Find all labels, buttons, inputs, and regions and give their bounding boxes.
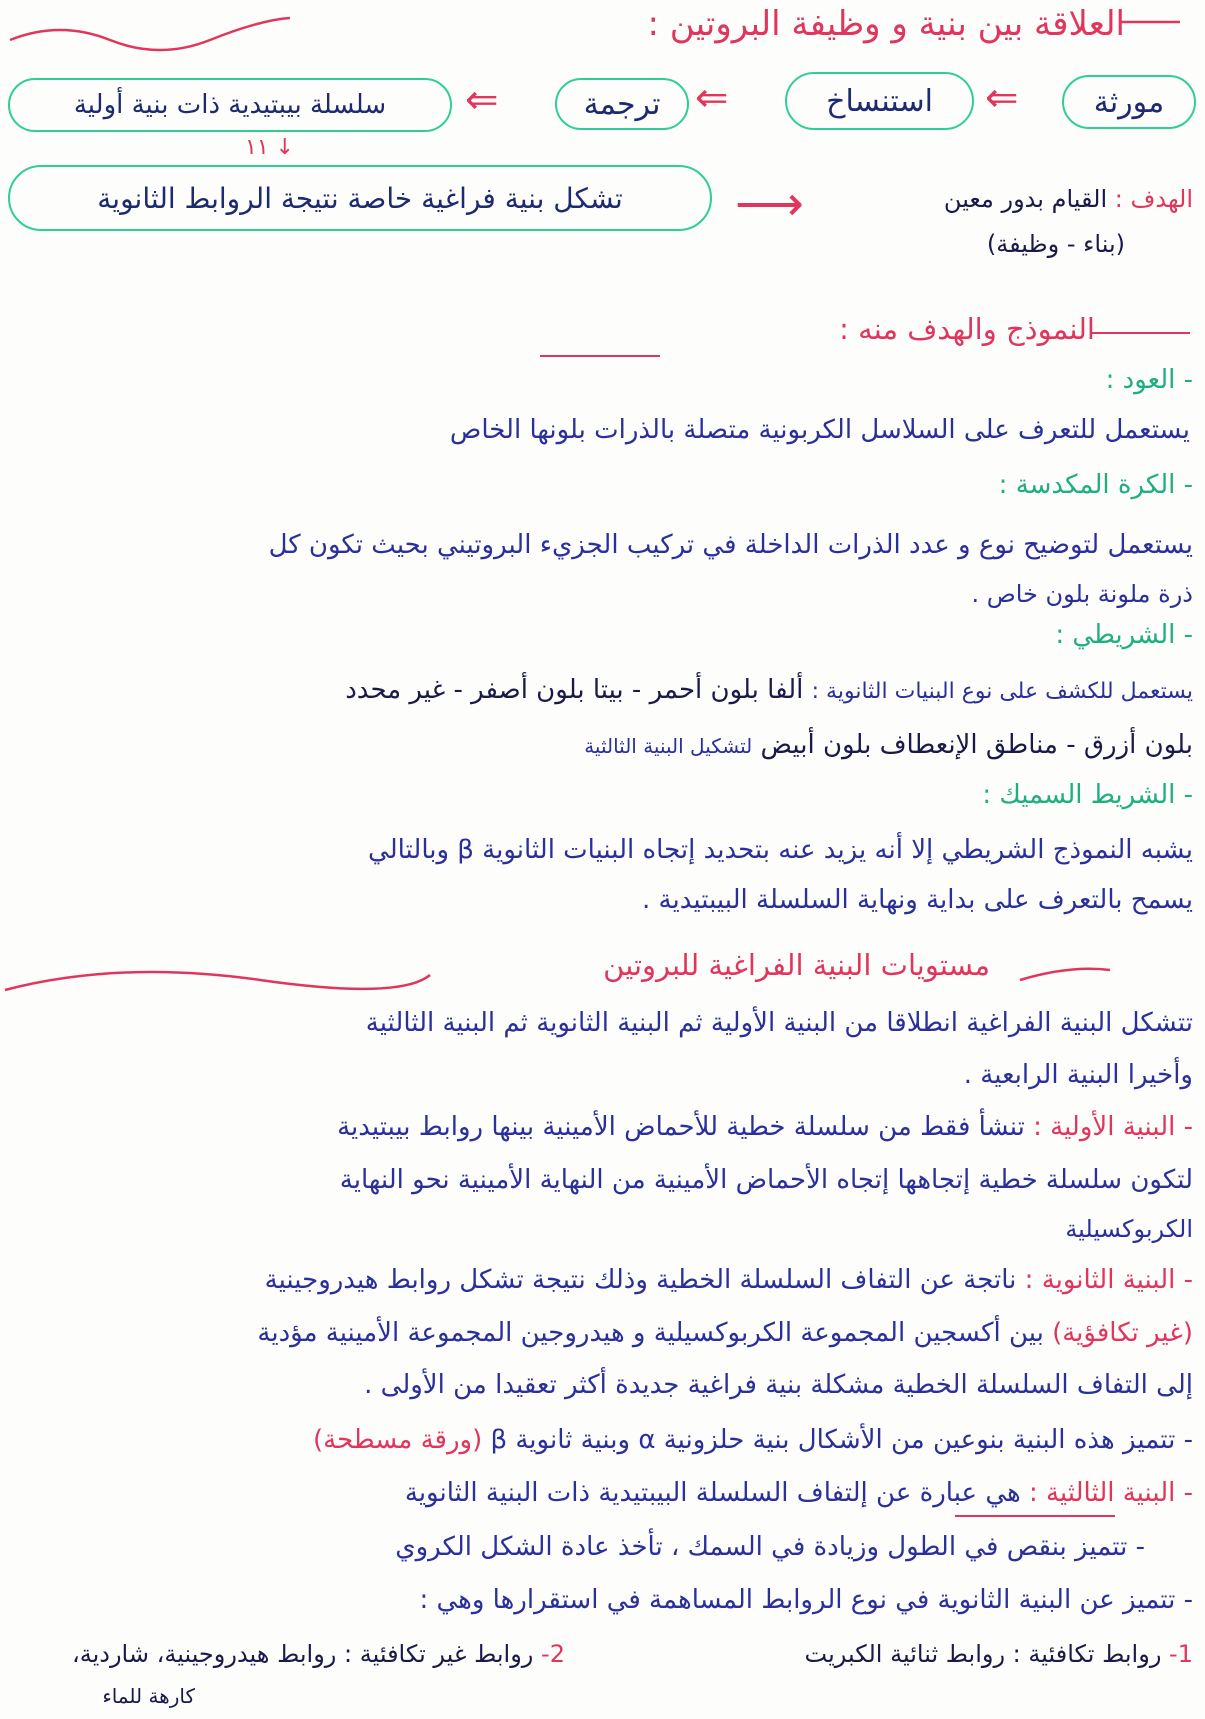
secondary-line3: إلى التفاف السلسلة الخطية مشكلة بنية فراغية جديدة أكثر تعقيدا من الأولى .: [364, 1370, 1193, 1400]
model-ball-line2: ذرة ملونة بلون خاص .: [971, 580, 1193, 608]
tertiary-text1: هي عبارة عن إلتفاف السلسلة البيبتيدية ذات البنية الثانوية: [404, 1478, 1021, 1508]
ribbon-line2-b: لتشكيل البنية الثالثية: [584, 734, 753, 758]
goal-label: الهدف :: [1114, 185, 1193, 213]
secondary-text4: - تتميز هذه البنية بنوعين من الأشكال بنية حلزونية α وبنية ثانوية β: [490, 1425, 1193, 1455]
primary-label: - البنية الأولية :: [1033, 1112, 1193, 1142]
secondary-label: - البنية الثانوية :: [1024, 1265, 1193, 1295]
model-thick-ribbon-label: - الشريط السميك :: [982, 780, 1193, 810]
model-sticks-label: - العود :: [1105, 365, 1193, 395]
bond2-text: روابط غير تكافئية : روابط هيدروجينية، شاردية،: [71, 1640, 534, 1668]
goal-line: [944, 185, 1193, 213]
levels-intro-line1: تتشكل البنية الفراغية انطلاقا من البنية الأولية ثم البنية الثانوية ثم البنية الثالثية: [365, 1008, 1193, 1038]
levels-intro-line2: وأخيرا البنية الرابعية .: [963, 1060, 1193, 1090]
ribbon-line2-a: بلون أزرق - مناطق الإنعطاف بلون أبيض: [760, 730, 1193, 760]
flow-transcription: استنساخ: [785, 72, 974, 130]
primary-line2: لتكون سلسلة خطية إتجاهها إتجاه الأحماض الأمينية من النهاية الأمينية نحو النهاية: [339, 1165, 1193, 1195]
goal-text: القيام بدور معين: [943, 185, 1108, 213]
heading-rule: [1090, 332, 1190, 334]
secondary-line1: [265, 1265, 1193, 1295]
tertiary-bond2-end: كارهة للماء: [102, 1684, 195, 1708]
model-thick-ribbon-line1: يشبه النموذج الشريطي إلا أنه يزيد عنه بتحديد إتجاه البنيات الثانوية β وبالتالي: [368, 835, 1193, 865]
tertiary-label-underline: [955, 1515, 1115, 1517]
secondary-noncovalent-note: (غير تكافؤية): [1052, 1318, 1193, 1348]
model-ball-line1: يستعمل لتوضيح نوع و عدد الذرات الداخلة في تركيب الجزيء البروتيني بحيث تكون كل: [268, 530, 1193, 560]
goal-subtext: (بناء - وظيفة): [986, 230, 1125, 258]
model-sticks-text: يستعمل للتعرف على السلاسل الكربونية متصلة بالذرات بلونها الخاص: [449, 415, 1190, 445]
secondary-text2: بين أكسجين المجموعة الكربوكسيلية و هيدروجين المجموعة الأمينية مؤدية: [257, 1318, 1044, 1348]
arrow-left-icon: ⇐: [695, 75, 729, 121]
arrow-left-icon: ⇐: [465, 77, 499, 123]
primary-text1: تنشأ فقط من سلسلة خطية للأحماض الأمينية بينها روابط بيبتيدية: [337, 1112, 1025, 1142]
ribbon-line1-b: ألفا بلون أحمر - بيتا بلون أصفر - غير محدد: [345, 675, 804, 705]
down-arrow-icon: ١١ ↓: [245, 135, 295, 160]
tertiary-line1: [405, 1478, 1193, 1508]
arrow-mark: ١١: [245, 135, 269, 160]
bond1-number: 1-: [1169, 1640, 1193, 1668]
secondary-line4: [313, 1425, 1193, 1455]
flow-gene: مورثة: [1062, 75, 1196, 129]
model-ball-label: - الكرة المكدسة :: [998, 470, 1193, 500]
models-heading: النموذج والهدف منه :: [839, 312, 1095, 346]
primary-line3: الكربوكسيلية: [1065, 1215, 1193, 1243]
tertiary-line3: - تتميز عن البنية الثانوية في نوع الروابط المساهمة في استقرارها وهي :: [419, 1585, 1193, 1615]
ribbon-line1-a: يستعمل للكشف على نوع البنيات الثانوية :: [811, 679, 1193, 704]
flow-translation: ترجمة: [555, 78, 689, 130]
levels-heading: مستويات البنية الفراغية للبروتين: [603, 948, 990, 982]
arrow-left-icon: ⇐: [985, 75, 1019, 121]
bond1-text: روابط تكافئية : روابط ثنائية الكبريت: [804, 1640, 1162, 1668]
model-ribbon-label: - الشريطي :: [1055, 620, 1193, 650]
bond2-number: 2-: [541, 1640, 565, 1668]
model-thick-ribbon-line2: يسمح بالتعرف على بداية ونهاية السلسلة البيبتيدية .: [642, 885, 1193, 915]
arrow-right-icon: ⟶: [735, 176, 804, 232]
tertiary-bond2: [72, 1640, 565, 1668]
secondary-line2: [257, 1318, 1193, 1348]
tertiary-label: - البنية الثالثية :: [1028, 1478, 1193, 1508]
tertiary-line2: - تتميز بنقص في الطول وزيادة في السمك ، تأخذ عادة الشكل الكروي: [395, 1532, 1145, 1562]
flow-peptide-chain: سلسلة بيبتيدية ذات بنية أولية: [8, 78, 452, 132]
tertiary-bond1: [805, 1640, 1194, 1668]
primary-line1: [337, 1112, 1193, 1142]
secondary-text1: ناتجة عن التفاف السلسلة الخطية وذلك نتيجة تشكل روابط هيدروجينية: [264, 1265, 1017, 1295]
model-ribbon-line2: [584, 730, 1193, 760]
flow-spatial-structure: تشكل بنية فراغية خاصة نتيجة الروابط الثانوية: [8, 165, 712, 231]
heading-rule: [540, 355, 660, 357]
secondary-sheet-note: (ورقة مسطحة): [313, 1425, 483, 1455]
model-ribbon-line1: [345, 675, 1193, 705]
page-title: العلاقة بين بنية و وظيفة البروتين :: [647, 4, 1125, 44]
